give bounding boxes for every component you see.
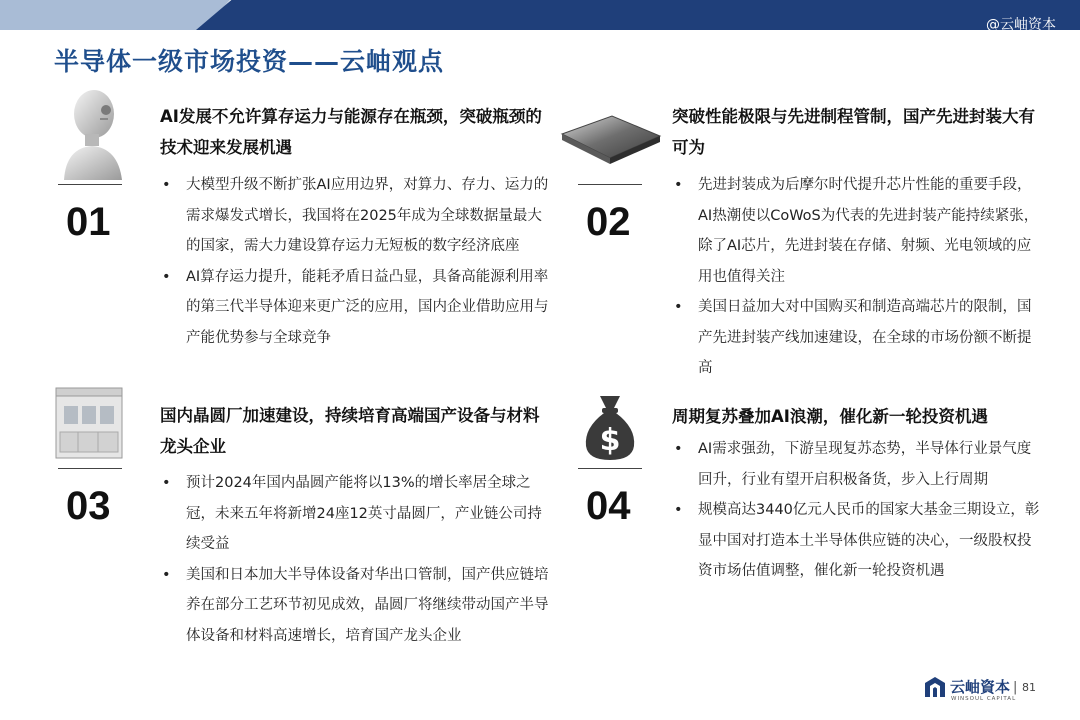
svg-text:$: $: [599, 423, 621, 458]
list-item: [672, 495, 1042, 587]
bullet-list: [672, 434, 1042, 587]
banner-dark-stripe: [196, 0, 1080, 30]
bullet-dot: •: [162, 177, 171, 193]
footer-separator: |: [1013, 680, 1018, 695]
list-item: [160, 170, 552, 262]
section-heading: 国内晶圆厂加速建设，持续培育高端国产设备与材料龙头企业: [160, 406, 540, 456]
bullet-list: [672, 170, 1042, 384]
fab-equipment-image: [52, 384, 126, 464]
bullet-list: [160, 468, 552, 651]
list-item: [160, 262, 552, 354]
list-item: [160, 468, 552, 560]
bullet-text: AI算存运力提升，能耗矛盾日益凸显，具备高能源利用率的第三代半导体迎来更广泛的应用，国内企业借助应用与产能优势参与全球竞争: [186, 268, 549, 346]
bullet-text: 美国日益加大对中国购买和制造高端芯片的限制，国产先进封装产线加速建设，在全球的市场份额不断提高: [698, 299, 1032, 376]
top-banner: [0, 0, 1080, 30]
divider: [578, 468, 642, 469]
robot-image: [58, 88, 126, 180]
page-title: 半导体一级市场投资——云岫观点: [54, 47, 445, 76]
chip-image: [554, 112, 666, 166]
bullet-text: 美国和日本加大半导体设备对华出口管制，国产供应链培养在部分工艺环节初见成效，晶圆厂将继续带动国产半导体设备和材料高速增长，培育国产龙头企业: [186, 566, 549, 644]
section-number: 04: [586, 484, 631, 528]
page-number: 81: [1022, 681, 1036, 694]
divider: [578, 184, 642, 185]
section-number: 01: [66, 200, 111, 244]
bullet-dot: •: [674, 502, 683, 518]
section-heading: 周期复苏叠加AI浪潮，催化新一轮投资机遇: [672, 407, 988, 426]
list-item: [672, 170, 1042, 292]
footer-brand-en: WINSOUL CAPITAL: [951, 696, 1017, 702]
bullet-dot: •: [162, 475, 171, 491]
bullet-dot: •: [674, 441, 683, 457]
bullet-text: 规模高达3440亿元人民币的国家大基金三期设立，彰显中国对打造本土半导体供应链的决心，一级股权投资市场估值调整，催化新一轮投资机遇: [698, 502, 1040, 579]
footer-brand: 云岫資本: [950, 678, 1011, 696]
divider: [58, 468, 122, 469]
divider: [58, 184, 122, 185]
list-item: [160, 560, 552, 652]
banner-light-stripe: [0, 0, 230, 30]
bullet-dot: •: [674, 177, 683, 193]
bullet-text: 预计2024年国内晶圆产能将以13%的增长率居全球之冠，未来五年将新增24座12英寸晶圆厂，产业链公司持续受益: [186, 475, 542, 552]
section-heading: AI发展不允许算存运力与能源存在瓶颈，突破瓶颈的技术迎来发展机遇: [160, 107, 542, 157]
section-heading: 突破性能极限与先进制程管制，国产先进封装大有可为: [672, 107, 1035, 157]
money-bag-icon: [580, 392, 640, 462]
bullet-text: 大模型升级不断扩张AI应用边界，对算力、存力、运力的需求爆发式增长，我国将在2025年成为全球数据量最大的国家，需大力建设算存运力无短板的数字经济底座: [186, 177, 549, 254]
bullet-list: [160, 170, 552, 353]
list-item: [672, 434, 1042, 495]
watermark: @云岫资本: [986, 17, 1056, 33]
bullet-dot: •: [162, 566, 171, 583]
bullet-text: AI需求强劲，下游呈现复苏态势，半导体行业景气度回升，行业有望开启积极备货，步入上行周期: [698, 441, 1032, 488]
list-item: [672, 292, 1042, 384]
section-number: 02: [586, 200, 631, 244]
winsoul-logo-icon: [924, 676, 946, 698]
bullet-text: 先进封装成为后摩尔时代提升芯片性能的重要手段，AI热潮使以CoWoS为代表的先进封装产能持续紧张，除了AI芯片，先进封装在存储、射频、光电领域的应用也值得关注: [698, 177, 1039, 285]
section-number: 03: [66, 484, 111, 528]
bullet-dot: •: [162, 268, 171, 285]
bullet-dot: •: [674, 299, 683, 315]
